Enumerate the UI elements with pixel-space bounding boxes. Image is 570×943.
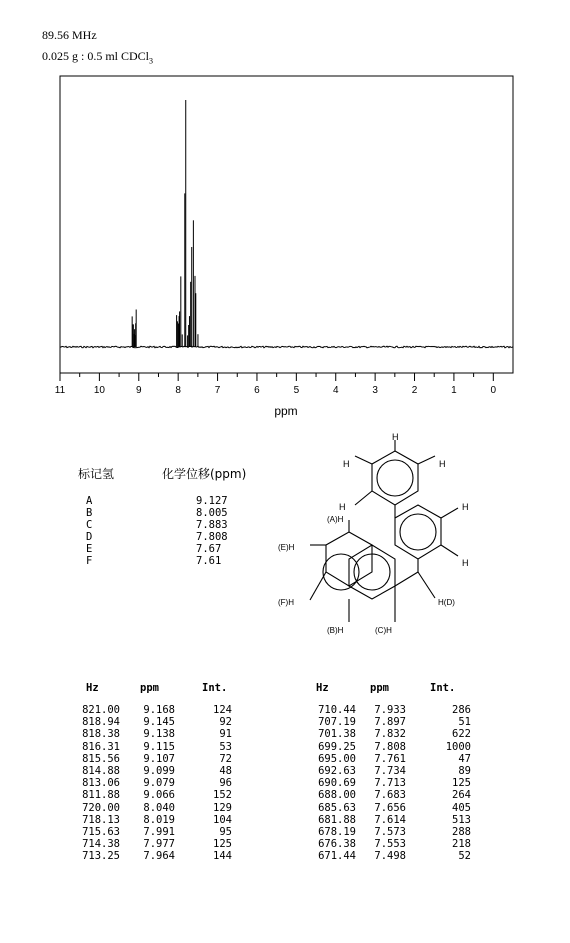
- peak-table-cell: 96: [219, 777, 232, 790]
- peak-table-cell: 815.56: [82, 752, 120, 765]
- peak-table-cell: 152: [213, 789, 232, 802]
- peak-table-cell: 7.933: [374, 704, 406, 716]
- peak-table-cell: 72: [219, 752, 232, 765]
- peak-table-cell: 9.107: [143, 752, 175, 765]
- peak-table-cell: 816.31: [82, 740, 120, 753]
- peak-table-cell: 714.38: [82, 838, 120, 851]
- peak-table-cell: 9.115: [143, 740, 175, 753]
- assignment-shift-C: 7.883: [196, 519, 228, 531]
- x-tick-label-11: 11: [54, 385, 66, 396]
- x-axis-label: ppm: [274, 404, 298, 418]
- x-tick-label-10: 10: [93, 385, 105, 396]
- sample-concentration-text: 0.025 g : 0.5 ml CDCl: [42, 49, 150, 63]
- peak-table-cell: 707.19: [318, 716, 356, 729]
- peak-table-cell: 678.19: [318, 826, 356, 838]
- h-label-e: (E)H: [278, 543, 295, 552]
- peak-table-cell: 7.832: [374, 728, 406, 741]
- peak-table-cell: 7.964: [143, 850, 175, 863]
- peak-table-cell: 91: [219, 728, 232, 741]
- assignment-label-B: B: [86, 507, 93, 519]
- peak-table-cell: 676.38: [318, 838, 356, 851]
- peak-table-header-left-2: Int.: [202, 682, 228, 694]
- x-tick-label-8: 8: [175, 385, 181, 396]
- x-tick-label-7: 7: [214, 385, 221, 396]
- peak-table-header-right-0: Hz: [316, 682, 329, 694]
- h-label-b: (B)H: [327, 626, 344, 635]
- peak-table-cell: 7.808: [374, 740, 406, 753]
- peak-table-cell: 51: [458, 716, 471, 729]
- peak-table-cell: 7.977: [143, 838, 175, 851]
- peak-table-cell: 701.38: [318, 728, 356, 741]
- peak-table-cell: 264: [452, 789, 471, 802]
- x-tick-label-0: 0: [490, 385, 497, 396]
- peak-table-cell: 104: [213, 813, 232, 826]
- peak-table-cell: 48: [219, 765, 232, 777]
- peak-table-cell: 1000: [445, 740, 471, 753]
- peak-table-cell: 53: [219, 740, 232, 753]
- spectrometer-frequency: 89.56 MHz: [42, 28, 97, 42]
- peak-table-cell: 818.38: [82, 728, 120, 741]
- peak-table-cell: 125: [213, 838, 232, 851]
- peak-table-header-right-1: ppm: [370, 682, 389, 694]
- peak-table-cell: 218: [452, 838, 471, 851]
- peak-table-cell: 52: [458, 850, 471, 863]
- peak-table-cell: 7.991: [143, 826, 175, 838]
- peak-table-cell: 715.63: [82, 826, 120, 838]
- peak-table-cell: 720.00: [82, 801, 120, 814]
- peak-table-cell: 7.713: [374, 777, 406, 790]
- peak-table-cell: 288: [452, 826, 471, 838]
- peak-table-cell: 692.63: [318, 765, 356, 777]
- peak-table-cell: 9.099: [143, 765, 175, 777]
- x-tick-label-5: 5: [293, 385, 300, 396]
- peak-table-cell: 89: [458, 765, 471, 777]
- x-tick-label-4: 4: [332, 385, 339, 396]
- peak-table-cell: 818.94: [82, 716, 120, 729]
- peak-table-cell: 821.00: [82, 704, 120, 716]
- assignment-shift-E: 7.67: [196, 543, 222, 555]
- peak-table-cell: 7.683: [374, 789, 406, 802]
- peak-table-cell: 685.63: [318, 801, 356, 814]
- x-tick-label-3: 3: [372, 385, 378, 396]
- peak-table-cell: 7.734: [374, 765, 406, 777]
- peak-table-cell: 7.656: [374, 801, 406, 814]
- peak-table-cell: 9.079: [143, 777, 175, 790]
- peak-table-cell: 405: [452, 801, 471, 814]
- peak-table-cell: 7.573: [374, 826, 406, 838]
- h-label-a: (A)H: [327, 515, 344, 524]
- peak-table-cell: 7.897: [374, 716, 406, 729]
- h-label-3: H: [439, 459, 446, 469]
- assignment-col-label: 标记氢: [78, 467, 115, 481]
- peak-table-cell: 7.614: [374, 813, 406, 826]
- peak-table-cell: 710.44: [318, 704, 356, 716]
- x-tick-label-1: 1: [451, 385, 457, 396]
- h-label-6: H: [462, 558, 469, 568]
- assignment-shift-F: 7.61: [196, 555, 222, 567]
- peak-table-header-right-2: Int.: [430, 682, 456, 694]
- assignment-shift-A: 9.127: [196, 495, 228, 507]
- assignment-label-C: C: [86, 519, 93, 531]
- peak-table-cell: 129: [213, 801, 232, 814]
- peak-table-cell: 690.69: [318, 777, 356, 790]
- peak-table-header-left-0: Hz: [86, 682, 99, 694]
- assignment-shift-D: 7.808: [196, 531, 228, 543]
- h-label-2: H: [343, 459, 350, 469]
- peak-table-cell: 7.498: [374, 850, 406, 863]
- h-label-c: (C)H: [375, 626, 392, 635]
- peak-table-cell: 688.00: [318, 789, 356, 802]
- h-label-4: H: [339, 502, 346, 512]
- peak-table-cell: 7.553: [374, 838, 406, 851]
- peak-table-cell: 695.00: [318, 752, 356, 765]
- peak-table-cell: 9.066: [143, 789, 175, 802]
- peak-table-cell: 47: [458, 752, 471, 765]
- peak-table-cell: 699.25: [318, 740, 356, 753]
- h-label-5: H: [462, 502, 469, 512]
- peak-table-cell: 95: [219, 826, 232, 838]
- peak-table-cell: 124: [213, 704, 232, 716]
- peak-table-cell: 286: [452, 704, 471, 716]
- peak-table-cell: 8.019: [143, 813, 175, 826]
- assignment-label-D: D: [86, 531, 93, 543]
- peak-table-header-left-1: ppm: [140, 682, 159, 694]
- assignment-label-A: A: [86, 495, 93, 507]
- peak-table-cell: 9.138: [143, 728, 175, 741]
- assignment-label-E: E: [86, 543, 93, 555]
- peak-table-cell: 125: [452, 777, 471, 790]
- peak-table-cell: 671.44: [318, 850, 356, 863]
- assignment-label-F: F: [86, 555, 93, 567]
- x-tick-label-6: 6: [254, 385, 260, 396]
- sample-subscript: 3: [149, 56, 154, 66]
- h-label-f: (F)H: [278, 598, 294, 607]
- peak-table-cell: 144: [213, 850, 232, 863]
- peak-table-cell: 9.168: [143, 704, 175, 716]
- peak-table-cell: 813.06: [82, 777, 120, 790]
- peak-table-cell: 513: [452, 813, 471, 826]
- x-tick-label-9: 9: [136, 385, 142, 396]
- peak-table-cell: 622: [452, 728, 471, 741]
- peak-table-cell: 92: [219, 716, 232, 729]
- assignment-col-shift: 化学位移(ppm): [162, 467, 247, 481]
- peak-table-cell: 814.88: [82, 765, 120, 777]
- peak-table-cell: 7.761: [374, 752, 406, 765]
- peak-table-cell: 713.25: [82, 850, 120, 863]
- peak-table-cell: 811.88: [82, 789, 120, 802]
- peak-table-cell: 9.145: [143, 716, 175, 729]
- x-tick-label-2: 2: [411, 385, 418, 396]
- peak-table-cell: 681.88: [318, 813, 356, 826]
- h-label-d: H(D): [438, 598, 455, 607]
- peak-table-cell: 8.040: [143, 801, 175, 814]
- h-label-1: H: [392, 432, 399, 442]
- peak-table-cell: 718.13: [82, 813, 120, 826]
- assignment-shift-B: 8.005: [196, 507, 228, 519]
